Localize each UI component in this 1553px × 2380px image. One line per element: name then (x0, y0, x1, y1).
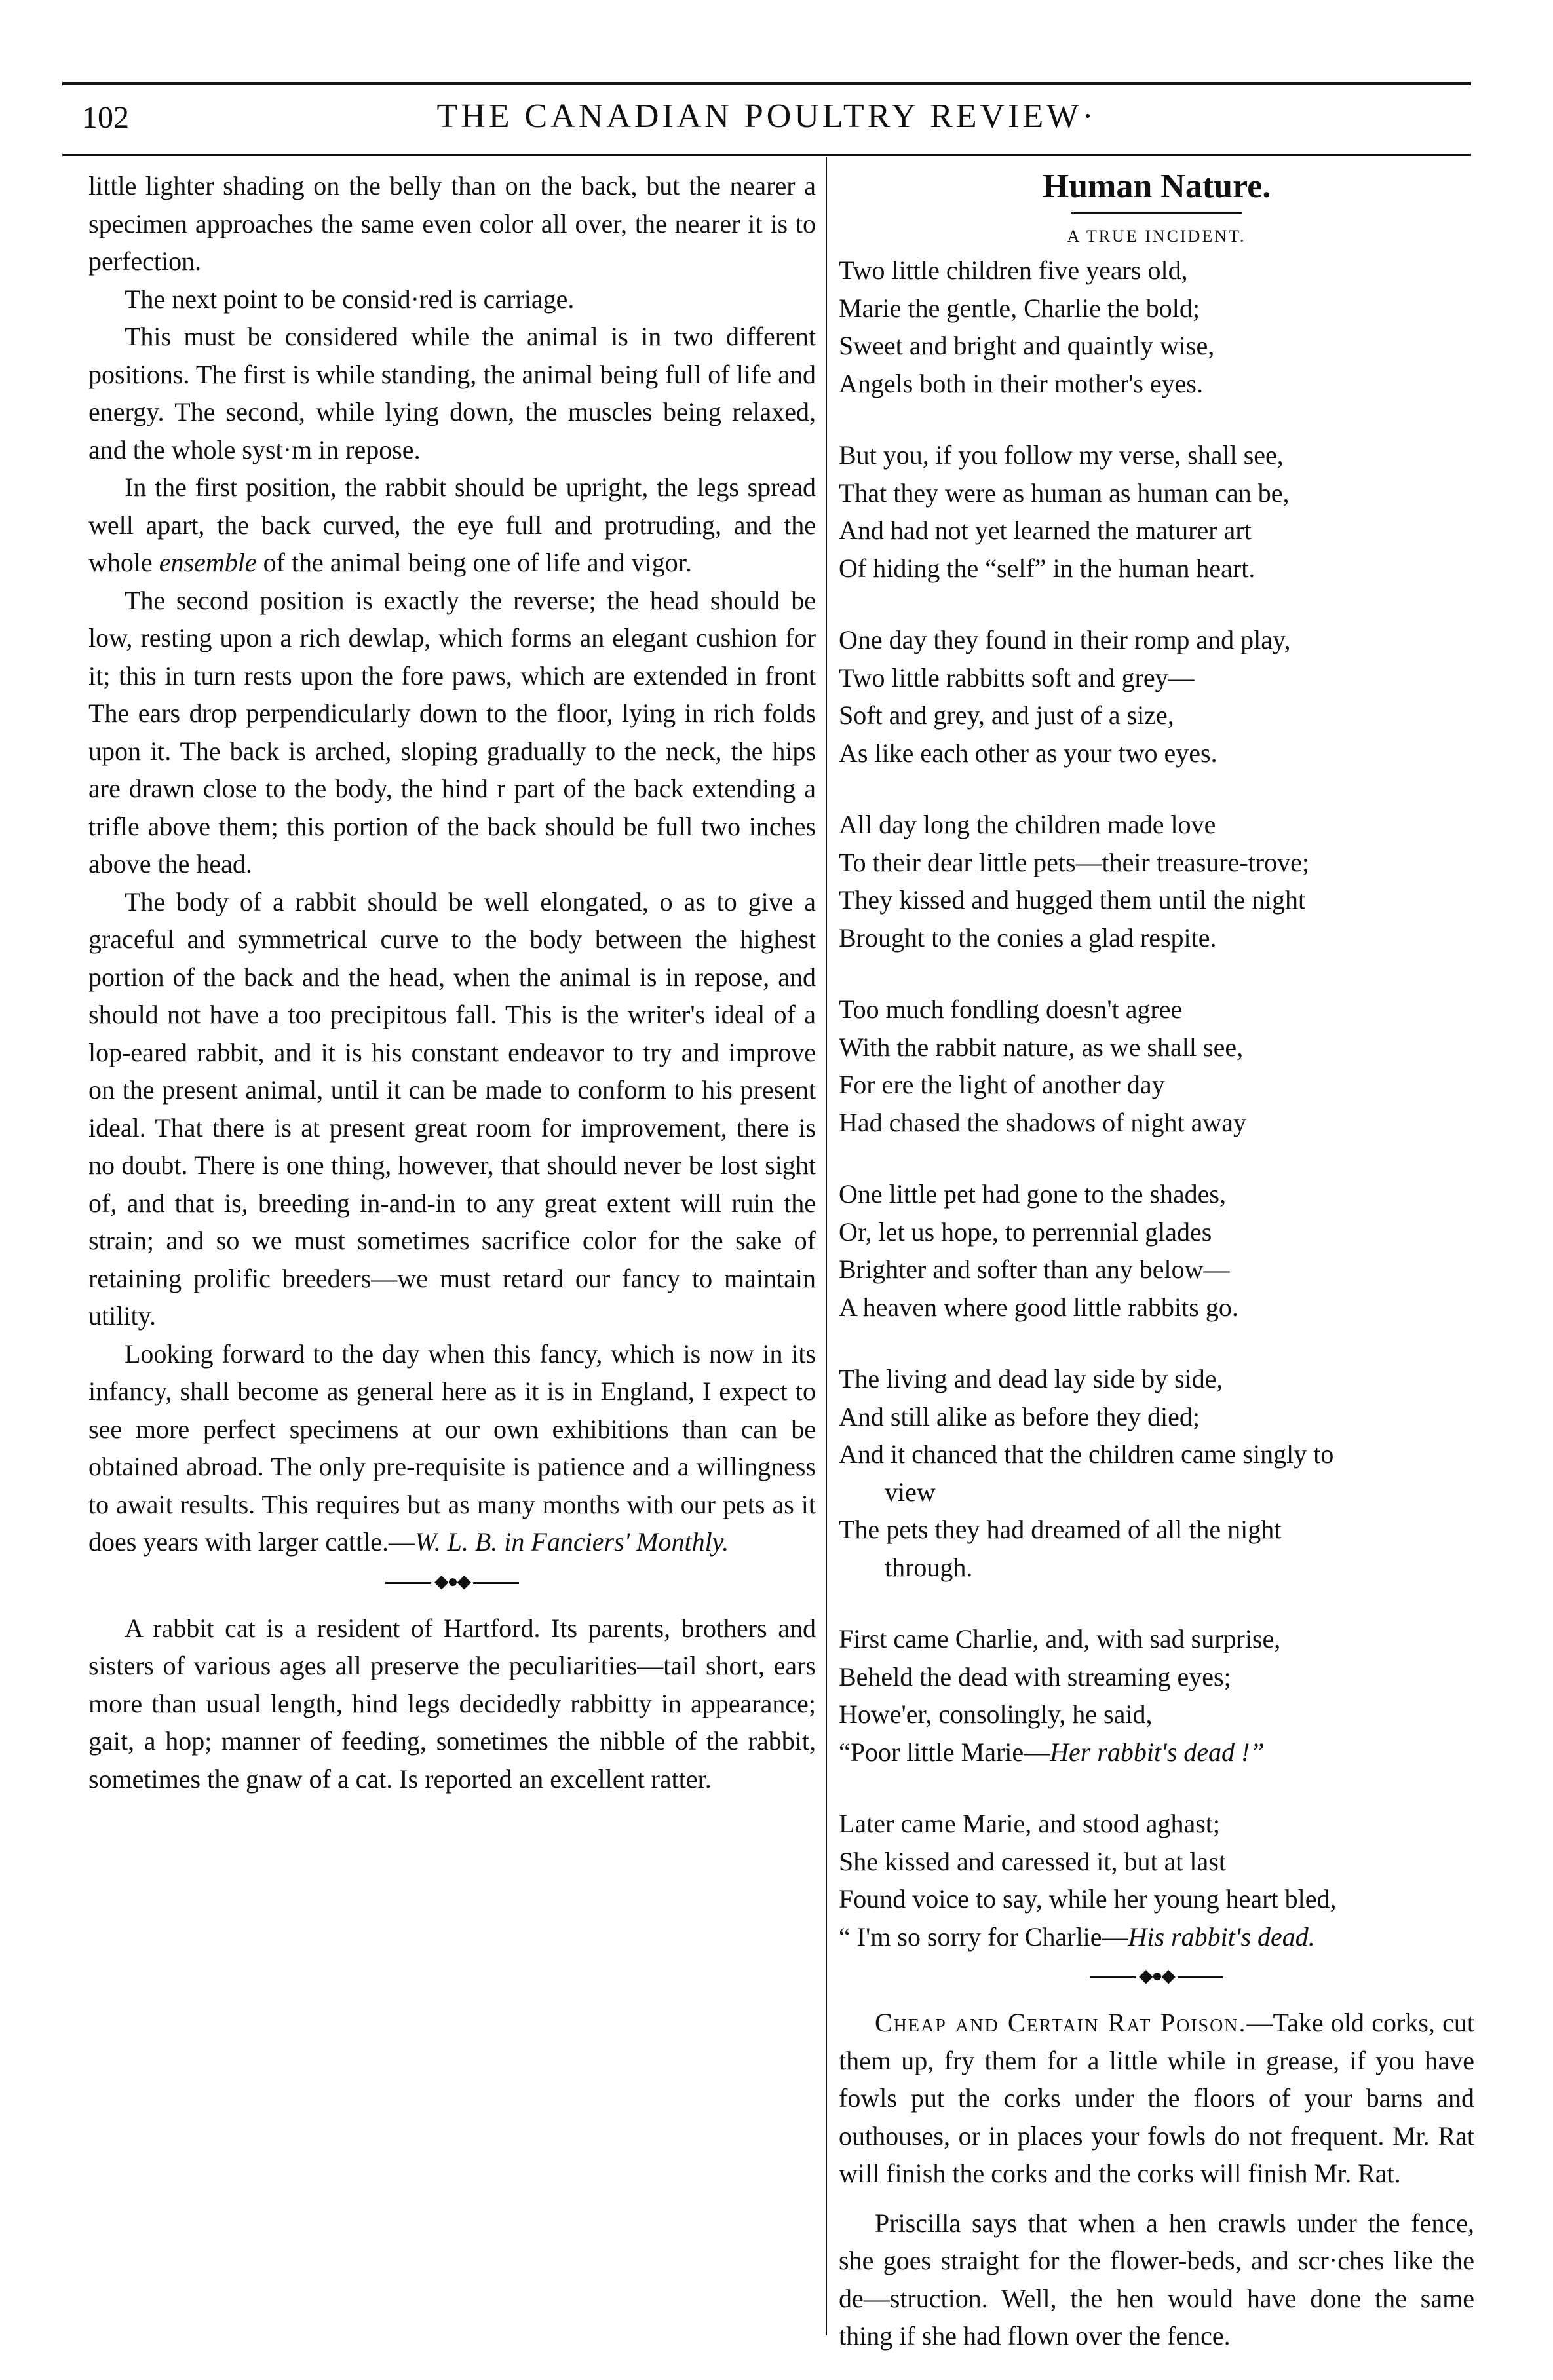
poem-line: All day long the children made love (839, 810, 1216, 839)
page-header (62, 82, 1471, 157)
rabbit-article-p7: Looking forward to the day when this fancy, which is now in its infancy, shall become as general here as it is in England, I expect to see more perfect specimens at our own exhibitions than can be obtained abroad. The only pre-requisite is patience and a willingness to await results. This requires but as many months with our pets as it does years with larger cattle.—W. L. B. in Fanciers' Monthly. (88, 1338, 816, 1557)
rat-poison-heading: Cheap and Certain Rat Poison. (875, 2008, 1247, 2037)
poem-stanza-5 (839, 991, 1474, 1141)
poem-line: That they were as human as human can be, (839, 478, 1290, 508)
publication-title: THE CANADIAN POULTRY REVIEW· (436, 98, 1097, 135)
rabbit-cat-note: A rabbit cat is a resident of Hartford. Its parents, brothers and sisters of various ages all preserve the peculiarities—tail short, ears more than usual length, hind legs decidedly rabbitty in appearance; gait, a hop; manner of feeding, sometimes the nibble of the rabbit, sometimes the gnaw of a cat. Is reported an excellent ratter. (88, 1613, 816, 1794)
poem-line: Soft and grey, and just of a size, (839, 700, 1174, 730)
poem-stanza-9: Later came Marie, and stood aghast; She kissed and caressed it, but at last Found voice to say, while her young heart bled, “ I'm so sorry for Charlie—His rabbit's dead. (839, 1809, 1337, 1952)
poem-line: They kissed and hugged them until the night (839, 885, 1306, 915)
poem-line: One day they found in their romp and play, (839, 625, 1291, 654)
rabbit-article-p4: In the first position, the rabbit should be upright, the legs spread well apart, the back curved, the eye full and protruding, and the whole ensemble of the animal being one of life and vigor. (88, 472, 816, 577)
left-column (88, 167, 816, 1798)
poem-line: Two little rabbitts soft and grey— (839, 662, 1195, 692)
poem-stanzas (839, 252, 1474, 1326)
poem-line: Brighter and softer than any below— (839, 1255, 1230, 1284)
poem-stanza-3 (839, 621, 1474, 772)
priscilla-note: Priscilla says that when a hen crawls under the fence, she goes straight for the flower-beds, and scr·ches like the de—struction. Well, the hen would have done the same thing if she had flown over the fence. (839, 2208, 1474, 2351)
right-column (839, 167, 1474, 2355)
poem-line: A heaven where good little rabbits go. (839, 1292, 1238, 1322)
poem-title-rule (1071, 212, 1242, 214)
rabbit-article-p6: The body of a rabbit should be well elongated, o as to give a graceful and symmetrical curve to the body between the highest portion of the back and the head, when the animal is in repose, and should not have a too precipitous fall. This is the writer's ideal of a lop-eared rabbit, and it is his constant endeavor to try and improve on the present animal, until it can be made to conform to his present ideal. That there is at present great room for improvement, there is no doubt. There is one thing, however, that should never be lost sight of, and that is, breeding in-and-in to any great extent will ruin the strain; and so we must sometimes sacrifice color for the sake of retaining prolific breeders—we must retard our fancy to maintain utility. (88, 886, 816, 1331)
poem-title: Human Nature. (1042, 168, 1271, 205)
article-attribution: W. L. B. in Fanciers' Monthly. (414, 1527, 729, 1557)
rabbit-article-p5: The second position is exactly the reverse; the head should be low, resting upon a rich dewlap, which forms an elegant cushion for it; this in turn rests upon the fore paws, which are extended in front The ears drop perpendicularly down to the floor, lying in rich folds upon it. The back is arched, sloping gradually to the neck, the hips are drawn close to the body, the hind r part of the back extending a trifle above them; this portion of the back should be full two inches above the head. (88, 585, 816, 878)
header-rule (62, 154, 1471, 156)
ornament-divider: ◆●◆ (88, 1570, 816, 1593)
poem-line: One little pet had gone to the shades, (839, 1179, 1226, 1209)
poem-stanza-2 (839, 436, 1474, 587)
rabbit-article-p3: This must be considered while the animal is in two different positions. The first is while standing, the animal being full of life and energy. The second, while lying down, the muscles being relaxed, and the whole syst·m in repose. (88, 322, 816, 464)
poem-line: To their dear little pets—their treasure-trove; (839, 847, 1310, 877)
poem-line: Of hiding the “self” in the human heart. (839, 553, 1256, 583)
poem-stanza-4 (839, 806, 1474, 956)
poem-line: With the rabbit nature, as we shall see, (839, 1032, 1244, 1062)
column-divider (826, 157, 827, 2335)
newspaper-page (62, 82, 1474, 2351)
poem-line: Two little children five years old, (839, 255, 1188, 285)
page-number: 102 (82, 100, 129, 135)
poem-line: Sweet and bright and quaintly wise, (839, 331, 1215, 360)
poem-line: Too much fondling doesn't agree (839, 994, 1183, 1024)
poem-stanza-7: The living and dead lay side by side, And still alike as before they died; And it chanced that the children came singly to view The pets they had dreamed of all the night through. (839, 1364, 1334, 1582)
ensemble-word: ensemble (159, 548, 257, 577)
poem-stanza-8: First came Charlie, and, with sad surprise, Beheld the dead with streaming eyes; Howe'er, consolingly, he said, “Poor little Marie—Her rabbit's dead !” (839, 1624, 1281, 1767)
poem-stanza-1 (839, 252, 1474, 402)
poem-subtitle: A TRUE INCIDENT. (1067, 227, 1246, 246)
poem-line: Or, let us hope, to perrennial glades (839, 1217, 1212, 1247)
poem-line: Marie the gentle, Charlie the bold; (839, 293, 1200, 323)
poem-line: Had chased the shadows of night away (839, 1107, 1247, 1137)
poem-stanza-6 (839, 1175, 1474, 1326)
rat-poison-note: Cheap and Certain Rat Poison.—Take old corks, cut them up, fry them for a little while in grease, if you have fowls put the corks under the floors of your barns and outhouses, or in places your fowls do not frequent. Mr. Rat will finish the corks and the corks will finish Mr. Rat. (839, 2008, 1474, 2188)
poem-line: For ere the light of another day (839, 1070, 1165, 1099)
rabbit-article-p2: The next point to be consid·red is carriage. (125, 284, 575, 314)
poem-line: Angels both in their mother's eyes. (839, 368, 1203, 398)
rabbit-article-p1: little lighter shading on the belly than on the back, but the nearer a specimen approaches the same even color all over, the nearer it is to perfection. (88, 171, 816, 276)
poem-line: But you, if you follow my verse, shall see, (839, 440, 1284, 470)
poem-line: And had not yet learned the maturer art (839, 516, 1252, 545)
poem-line: Brought to the conies a glad respite. (839, 922, 1217, 953)
poem-line: As like each other as your two eyes. (839, 738, 1217, 768)
ornament-divider-right: ◆●◆ (839, 1965, 1474, 1987)
